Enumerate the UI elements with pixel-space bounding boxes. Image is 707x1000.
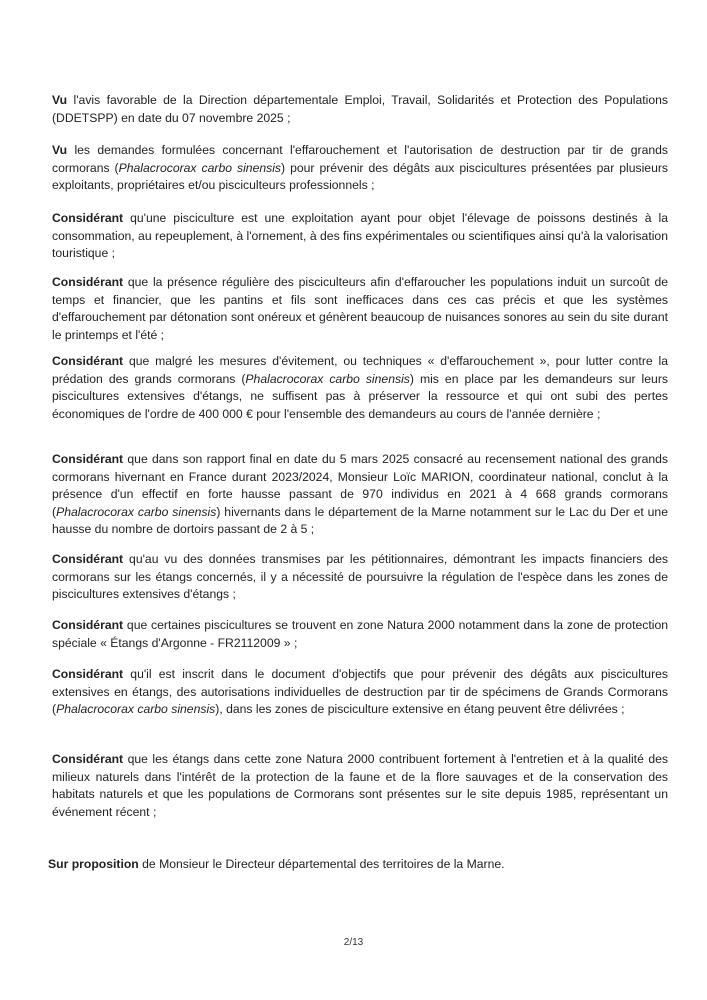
paragraph-text: que dans son rapport final en date du 5 mars 2025 consacré au recensement national des grands cormorans hivernant en France durant 2023/2024, Monsieur Loïc MARION, coordinateur national, conclut à la présence d'un effectif en forte hausse passant de 970 individus en 2021 à 4 668 grands cormorans ( (52, 452, 668, 519)
paragraph-text: que malgré les mesures d'évitement, ou techniques « d'effarouchement », pour lutter contre la prédation des grands cormorans ( (52, 354, 668, 386)
paragraph-text: qu'une pisciculture est une exploitation ayant pour objet l'élevage de poissons destinés à la consommation, au repeuplement, à l'ornement, à des fins expérimentales ou scientifiques ainsi qu'à la valorisation touristique ; (52, 211, 668, 261)
paragraph-considerant-presence (52, 274, 668, 344)
paragraph-lead: Considérant (52, 667, 124, 681)
paragraph-text: ), dans les zones de pisciculture extensive en étang peuvent être délivrées ; (215, 702, 625, 717)
paragraph-text: que la présence régulière des pisciculteurs afin d'effaroucher les populations induit un surcoût de temps et financier, que les pantins et fils sont inefficaces dans ces cas précis et que les systèmes d'effarouchement par détonation sont onéreux et génèrent beaucoup de nuisances sonores au sein du site durant le printemps et l'été ; (52, 275, 668, 342)
paragraph-sur-proposition (48, 856, 664, 874)
paragraph-considerant-rapport (52, 451, 668, 539)
paragraph-considerant-mesures (52, 353, 668, 423)
paragraph-lead: Considérant (52, 752, 124, 766)
paragraph-lead: Vu (52, 143, 68, 157)
paragraph-text: qu'il est inscrit dans le document d'objectifs que pour prévenir des dégâts aux piscicultures extensives en étangs, des autorisations individuelles de destruction par tir de spécimens de Grands Cormorans ( (52, 667, 668, 717)
paragraph-text: de Monsieur le Directeur départemental des territoires de la Marne. (138, 857, 505, 871)
paragraph-vu-avis-ddetspp (52, 92, 668, 127)
paragraph-lead: Sur proposition (48, 857, 139, 871)
paragraph-text: ) pour prévenir des dégâts aux piscicultures présentées par plusieurs exploitants, propriétaires et/ou pisciculteurs professionnels ; (52, 160, 669, 193)
paragraph-lead: Considérant (52, 354, 124, 368)
paragraph-lead: Considérant (52, 618, 124, 632)
paragraph-text: les demandes formulées concernant l'effarouchement et l'autorisation de destruction par tir de grands cormorans ( (52, 143, 668, 175)
species-name: Phalacrocorax carbo sinensis (245, 371, 410, 386)
paragraph-considerant-pisciculture (52, 210, 668, 263)
paragraph-considerant-natura (52, 617, 668, 652)
paragraph-text: que certaines piscicultures se trouvent en zone Natura 2000 notamment dans la zone de protection spéciale « Étangs d'Argonne - FR2112009 » ; (52, 618, 668, 650)
paragraph-considerant-docob (52, 666, 668, 719)
paragraph-text: que les étangs dans cette zone Natura 2000 contribuent fortement à l'entretien et à la qualité des milieux naturels dans l'intérêt de la protection de la faune et de la flore sauvages et de la conservation des habitats naturels et que les populations de Cormorans sont présentes sur le site depuis 1985, représentant un événement récent ; (52, 752, 668, 819)
paragraph-lead: Considérant (52, 552, 124, 566)
paragraph-text: l'avis favorable de la Direction départementale Emploi, Travail, Solidarités et Protection des Populations (DDETSPP) en date du 07 novembre 2025 ; (52, 93, 668, 125)
paragraph-lead: Considérant (52, 211, 124, 225)
species-name: Phalacrocorax carbo sinensis (56, 702, 216, 717)
paragraph-lead: Considérant (52, 452, 124, 466)
paragraph-considerant-donnees (52, 551, 668, 604)
paragraph-text: qu'au vu des données transmises par les pétitionnaires, démontrant les impacts financiers des cormorans sur les étangs concernés, il y a nécessité de poursuivre la régulation de l'espèce dans les zones de piscicultures extensives d'étangs ; (52, 552, 668, 602)
species-name: Phalacrocorax carbo sinensis (56, 504, 217, 519)
paragraph-considerant-etangs (52, 751, 668, 821)
species-name: Phalacrocorax carbo sinensis (118, 160, 282, 175)
paragraph-text: ) hivernants dans le département de la Marne notamment sur le Lac du Der et une hausse du nombre de dortoirs passant de 2 à 5 ; (52, 504, 668, 537)
paragraph-lead: Vu (52, 93, 68, 107)
paragraph-lead: Considérant (52, 275, 124, 289)
paragraph-text: ) mis en place par les demandeurs sur leurs piscicultures extensives d'étangs, ne suffisent pas à préserver la ressource et qui ont subi des pertes économiques de l'ordre de 400 000 € pour l'ensemble des demandeurs au cours de l'année dernière ; (52, 371, 668, 421)
page-number: 2/13 (343, 937, 364, 948)
paragraph-vu-demandes (52, 142, 668, 195)
